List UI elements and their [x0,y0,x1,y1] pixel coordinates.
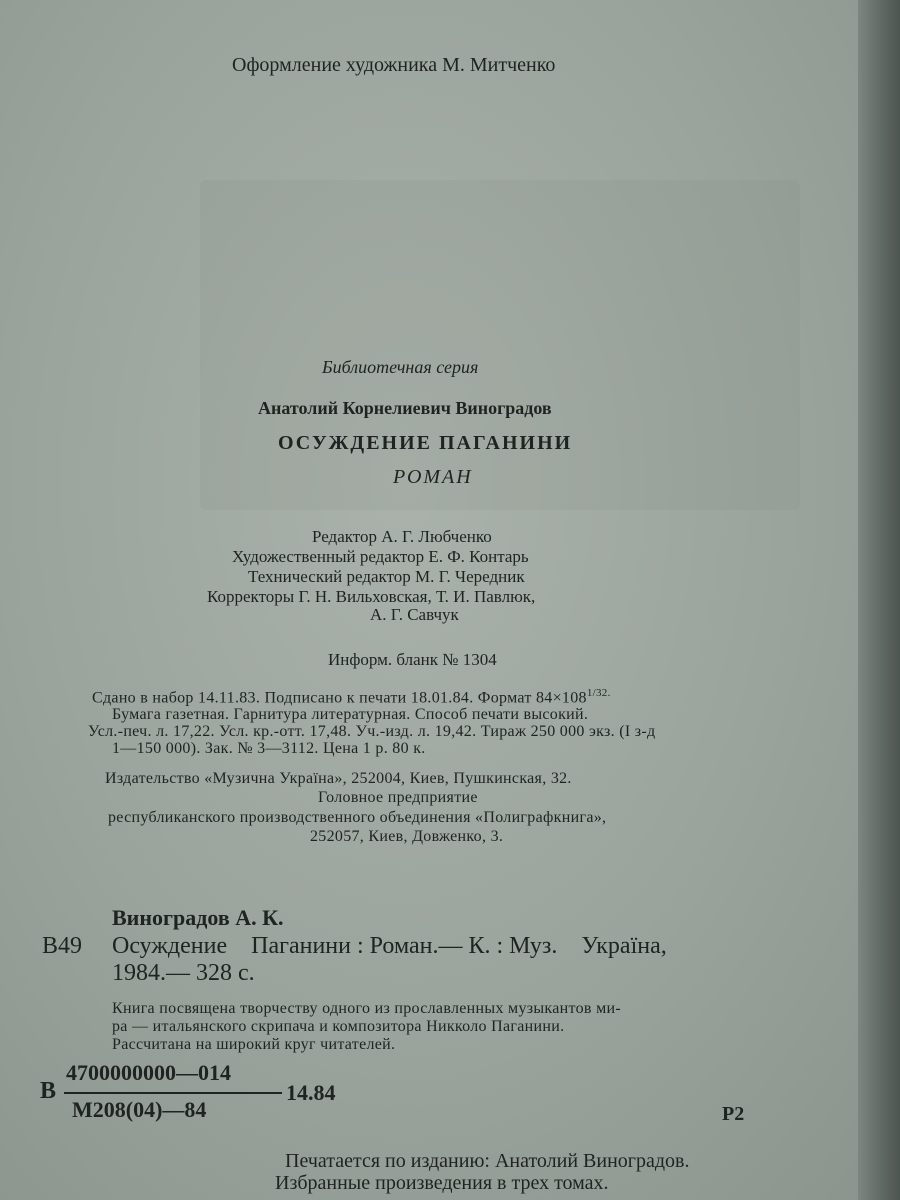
catalog-author: Виноградов А. К. [112,905,284,930]
publisher-line-2: Головное предприятие [318,789,478,806]
footer-line-1: Печатается по изданию: Анатолий Виноградов. [285,1150,690,1172]
print-line-4: 1—150 000). Зак. № 3—3112. Цена 1 р. 80 к. [112,740,426,757]
index-numerator: 4700000000—014 [66,1060,231,1085]
design-credit: Оформление художника М. Митченко [232,54,556,76]
inform-blank: Информ. бланк № 1304 [328,650,497,669]
catalog-code: В49 [42,933,83,959]
genre-label: РОМАН [393,466,473,488]
publisher-line-1: Издательство «Музична Україна», 252004, Киев, Пушкинская, 32. [105,770,572,787]
annotation-line-2: ра — итальянского скрипача и композитора Никколо Паганини. [112,1018,565,1035]
credit-editor: Редактор А. Г. Любченко [312,527,492,546]
author-full-name: Анатолий Корнелиевич Виноградов [258,398,552,418]
show-through-shadow [200,180,800,510]
annotation-line-3: Рассчитана на широкий круг читателей. [112,1036,396,1053]
annotation-line-1: Книга посвящена творчеству одного из прославленных музыкантов ми- [112,1000,621,1017]
book-title: ОСУЖДЕНИЕ ПАГАНИНИ [278,432,573,454]
series-name: Библиотечная серия [322,357,479,377]
index-fraction-bar [64,1092,282,1094]
print-line-3: Усл.-печ. л. 17,22. Усл. кр.-отт. 17,48. Уч.-изд. л. 19,42. Тираж 250 000 экз. (I з-д [88,723,656,740]
publisher-line-3: республиканского производственного объединения «Полиграфкнига», [108,809,607,826]
credit-art-editor: Художественный редактор Е. Ф. Контарь [232,547,529,566]
catalog-line-2: 1984.— 328 с. [112,960,255,986]
footer-line-2: Избранные произведения в трех томах. [275,1172,609,1194]
credit-proofreader-2: А. Г. Савчук [370,605,459,624]
publisher-line-4: 252057, Киев, Довженко, 3. [310,828,504,845]
credit-tech-editor: Технический редактор М. Г. Чередник [248,567,525,586]
book-spine-edge [858,0,900,1200]
print-line-1: Сдано в набор 14.11.83. Подписано к печати 18.01.84. Формат $84\times 108^{1/32.}$ [92,687,611,707]
print-line-2: Бумага газетная. Гарнитура литературная. Способ печати высокий. [112,706,589,723]
index-denominator: М208(04)—84 [72,1097,207,1122]
credit-proofreaders: Корректоры Г. Н. Вильховская, Т. И. Павлюк, [207,587,536,606]
class-code: Р2 [722,1103,745,1125]
index-letter: В [40,1078,57,1104]
catalog-line-1: Осуждение Паганини : Роман.— К. : Муз. Україна, [112,933,667,959]
index-date: 14.84 [286,1080,336,1105]
